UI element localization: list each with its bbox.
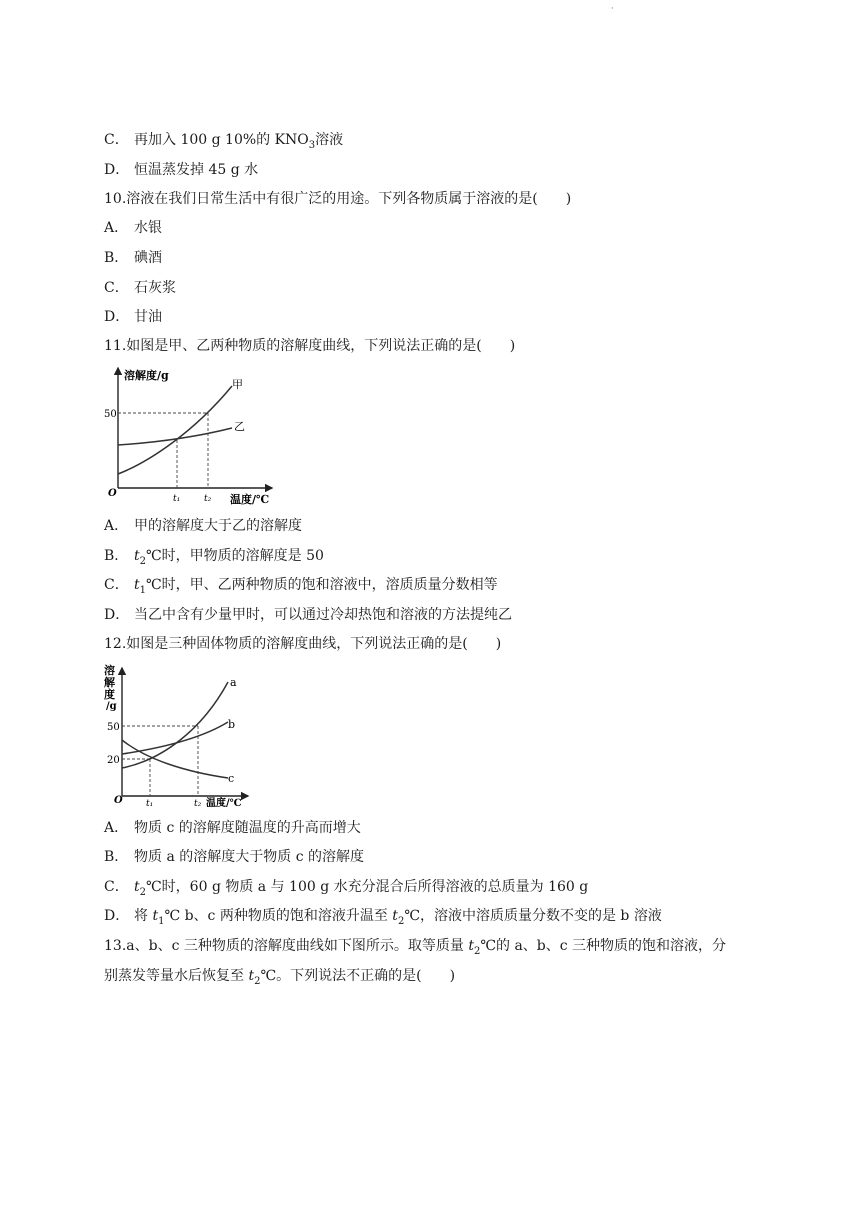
series-jia-label: 甲: [232, 378, 243, 391]
option-text: 碘酒: [134, 250, 162, 266]
q10-option-a: [104, 218, 162, 238]
option-text: 物质 c 的溶解度随温度的升高而增大: [134, 820, 361, 836]
q13-stem-line2: [104, 966, 455, 992]
subscript: 2: [397, 915, 405, 927]
var-t: t: [134, 548, 140, 564]
series-b-label: b: [228, 718, 236, 731]
option-letter: D．: [104, 162, 130, 178]
option-letter: C．: [104, 879, 129, 895]
q12-stem: 12.如图是三种固体物质的溶解度曲线，下列说法正确的是( ): [104, 636, 502, 652]
t2-label: t₂: [204, 494, 212, 504]
t1-label: t₁: [173, 494, 181, 504]
t2-label: t₂: [194, 799, 202, 809]
subscript: 1: [139, 584, 147, 596]
var-t: t: [468, 938, 474, 954]
subscript: 2: [139, 886, 147, 898]
var-t: t: [134, 577, 140, 593]
option-text: 恒温蒸发掉 45 g 水: [134, 162, 259, 178]
subscript: 2: [254, 975, 261, 987]
y-axis-label: 溶解度/g: [124, 369, 169, 382]
origin-label: O: [108, 488, 117, 499]
option-letter: C．: [104, 577, 129, 593]
y-tick-50: 50: [104, 409, 117, 420]
option-text: ℃时，60 g 物质 a 与 100 g 水充分混合后所得溶液的总质量为 160 g: [146, 879, 589, 895]
curve-yi: [118, 428, 232, 445]
q9-option-c: [104, 130, 343, 156]
option-letter: C．: [104, 132, 129, 148]
t1-label: t₁: [146, 799, 154, 809]
stem-text-end: ℃。下列说法不正确的是( ): [260, 968, 456, 984]
option-text: 将: [134, 908, 153, 924]
option-text: 当乙中含有少量甲时，可以通过冷却热饱和溶液的方法提纯乙: [134, 607, 512, 623]
q12-option-b: [104, 847, 364, 867]
q11-option-d: [104, 605, 512, 625]
q11-option-a: [104, 516, 302, 536]
q12-option-d: [104, 906, 662, 932]
q12-option-c: [104, 877, 588, 903]
x-axis-label: 温度/℃: [230, 493, 270, 506]
series-yi-label: 乙: [234, 420, 245, 433]
y-label-2: 解: [104, 676, 115, 689]
option-letter: C．: [104, 280, 129, 296]
option-letter: A．: [104, 518, 129, 534]
option-text: 甘油: [134, 309, 162, 325]
option-text-end: ℃，溶液中溶质质量分数不变的是 b 溶液: [404, 908, 662, 924]
y-label-3: 度: [104, 688, 115, 701]
q13-stem-line1: [104, 936, 726, 962]
var-t: t: [392, 908, 398, 924]
q11-solubility-figure: [104, 362, 284, 510]
q10-option-b: [104, 248, 162, 268]
option-text: 再加入 100 g 10%的 KNO: [134, 132, 309, 148]
origin-label: O: [114, 795, 123, 806]
curve-a: [122, 682, 228, 768]
curve-b: [122, 722, 228, 754]
subscript: 2: [139, 555, 147, 567]
q11-stem: 11.如图是甲、乙两种物质的溶解度曲线，下列说法正确的是( ): [104, 338, 516, 354]
option-text: 水银: [134, 220, 162, 236]
y-label-4: /g: [106, 701, 117, 712]
option-letter: D．: [104, 908, 130, 924]
series-a-label: a: [230, 676, 237, 689]
q10-option-c: [104, 278, 176, 298]
option-text: ℃时，甲、乙两种物质的饱和溶液中，溶质质量分数相等: [146, 577, 498, 593]
x-axis-label: 温度/℃: [206, 798, 242, 809]
subscript: 2: [473, 945, 481, 957]
option-text-end: 溶液: [315, 132, 344, 148]
option-text-mid: ℃ b、c 两种物质的饱和溶液升温至: [164, 908, 393, 924]
option-text: 石灰浆: [134, 280, 176, 296]
option-letter: B．: [104, 548, 129, 564]
var-t: t: [248, 968, 255, 984]
stem-text: 别蒸发等量水后恢复至: [104, 968, 249, 984]
series-c-label: c: [228, 772, 235, 785]
q12-solubility-figure: [102, 660, 252, 810]
option-letter: B．: [104, 849, 129, 865]
option-letter: B．: [104, 250, 129, 266]
header-mark: ·: [611, 4, 614, 13]
q10-option-d: [104, 307, 162, 327]
y-tick-50: 50: [107, 722, 120, 733]
q10-stem: 10.溶液在我们日常生活中有很广泛的用途。下列各物质属于溶液的是( ): [104, 191, 572, 207]
option-text: ℃时，甲物质的溶解度是 50: [146, 548, 324, 564]
curve-jia: [118, 386, 232, 474]
option-letter: D．: [104, 607, 130, 623]
option-letter: D．: [104, 309, 130, 325]
var-t: t: [134, 879, 140, 895]
option-letter: A．: [104, 220, 129, 236]
q11-option-c: [104, 575, 498, 601]
var-t: t: [152, 908, 159, 924]
option-text: 物质 a 的溶解度大于物质 c 的溶解度: [134, 849, 364, 865]
stem-text-end: ℃的 a、b、c 三种物质的饱和溶液，分: [480, 938, 727, 954]
q11-option-b: [104, 546, 324, 572]
subscript: 3: [308, 139, 316, 151]
q12-option-a: [104, 818, 361, 838]
subscript: 1: [158, 915, 165, 927]
y-label-1: 溶: [104, 664, 115, 677]
y-tick-20: 20: [107, 755, 120, 766]
q9-option-d: [104, 160, 258, 180]
option-text: 甲的溶解度大于乙的溶解度: [134, 518, 302, 534]
option-letter: A．: [104, 820, 129, 836]
stem-text: 13.a、b、c 三种物质的溶解度曲线如下图所示。取等质量: [104, 938, 469, 954]
